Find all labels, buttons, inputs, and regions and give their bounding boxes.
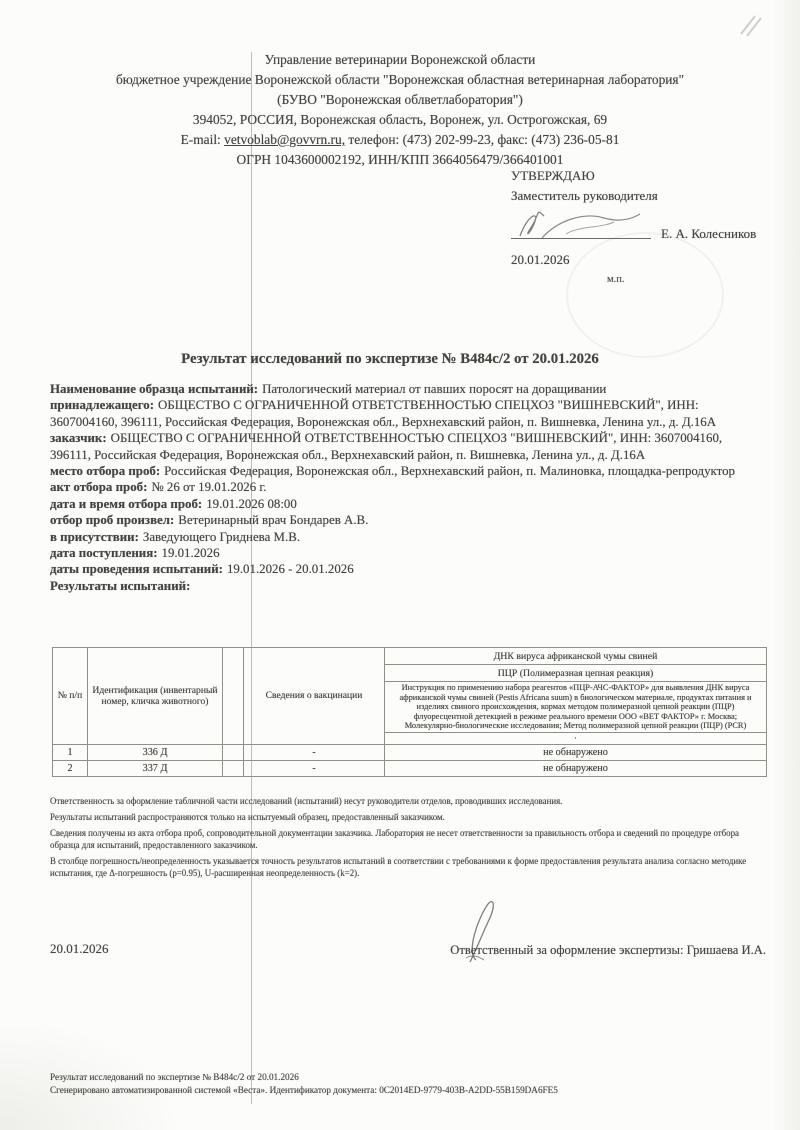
results-table <box>52 647 767 777</box>
note-responsibility: Ответственность за оформление табличной части исследований (испытаний) несут руководители отделов, проводивших исследования. <box>50 796 563 806</box>
page-title: Результат исследований по экспертизе № В484с/2 от 20.01.2026 <box>181 351 599 367</box>
disclaimer-notes <box>50 796 766 884</box>
detail-receipt-date: дата поступления: 19.01.2026 <box>50 546 220 561</box>
table-row <box>53 744 767 760</box>
col-header-vaccination: Сведения о вакцинации <box>244 648 385 745</box>
row-empty-cell <box>223 744 244 760</box>
row-result: не обнаружено <box>385 760 767 776</box>
detail-sampler: отбор проб произвел: Ветеринарный врач Бондарев А.В. <box>50 513 369 528</box>
detail-sampling-place: место отбора проб: Российская Федерация, Воронежская обл., Верхнехавский район, п. Малиновка, площадка-репродуктор <box>50 464 735 479</box>
organization-header <box>40 50 760 170</box>
approve-word: УТВЕРЖДАЮ <box>511 168 595 183</box>
note-sampling-info: Сведения получены из акта отбора проб, сопроводительной документации заказчика. Лаборатория не несет ответственности за правильность отбора и сведений по процедуре отбора образца для испытаний, предоставленного заказчиком. <box>50 828 739 850</box>
responsible-person-label: Ответственный за оформление экспертизы: Гришаева И.А. <box>450 943 766 957</box>
detail-sample-name: Наименование образца испытаний: Патологический материал от павших поросят на доращивании <box>50 382 607 396</box>
signoff-date: 20.01.2026 <box>50 941 109 956</box>
result-header-method-name: ПЦР (Полимеразная цепная реакция) <box>385 665 767 682</box>
col-header-empty <box>223 648 244 745</box>
footer-generated-by: Сгенерировано автоматизированной системой «Веста». Идентификатор документа: 0C2014ED-9779-403B-A2DD-55B159DA6FE5 <box>50 1085 558 1095</box>
org-address: 394052, РОССИЯ, Воронежская область, Воронеж, ул. Острогожская, 69 <box>192 112 608 127</box>
row-result: не обнаружено <box>385 744 767 760</box>
detail-customer: заказчик: ОБЩЕСТВО С ОГРАНИЧЕННОЙ ОТВЕТСТВЕННОСТЬЮ СПЕЦХОЗ "ВИШНЕВСКИЙ", ИНН: 3607004160, 396111, Российская Федерация, Воронежская обл., Верхнехавский район, п. Вишневка, Ленина ул., д. Д.16А <box>50 431 723 462</box>
col-header-number: № п/п <box>53 648 88 745</box>
table-row <box>53 760 767 776</box>
detail-witness: в присутствии: Заведующего Гриднева М.В. <box>50 529 301 544</box>
phone-fax: телефон: (473) 202-99-23, факс: (473) 236-05-81 <box>348 132 620 147</box>
detail-owner: принадлежащего: ОБЩЕСТВО С ОГРАНИЧЕННОЙ ОТВЕТСТВЕННОСТЬЮ СПЕЦХОЗ "ВИШНЕВСКИЙ", ИНН: 3607004160, 396111, Российская Федерация, Воронежская обл., Верхнехавский район, п. Вишневка, Ленина ул., д. Д.16А <box>50 398 717 429</box>
org-registration-numbers: ОГРН 1043600002192, ИНН/КПП 3664056479/366401001 <box>236 152 564 167</box>
detail-sampling-act: акт отбора проб: № 26 от 19.01.2026 г. <box>50 480 267 495</box>
detail-test-dates: даты проведения испытаний: 19.01.2026 - 20.01.2026 <box>50 562 354 577</box>
results-table-container <box>52 647 766 777</box>
row-vaccination: - <box>244 744 385 760</box>
results-section-label: Результаты испытаний: <box>50 578 191 593</box>
sample-details <box>50 381 752 594</box>
row-number: 2 <box>53 760 88 776</box>
org-name-line1: Управление ветеринарии Воронежской области <box>264 52 536 67</box>
signature-line <box>511 238 651 239</box>
row-empty-cell <box>223 760 244 776</box>
seal-placeholder: м.п. <box>607 274 625 285</box>
result-method-description: Инструкция по применению набора реагентов «ПЦР-АЧС-ФАКТОР» для выявления ДНК вируса африканской чумы свиней (Pestis Africana suum) в биологическом материале, продуктах питания и изделиях свиного происхождения, кормах методом полимеразной цепной реакции (ПЦР) флуоресцентной детекцией в режиме реального времени ООО «ВЕТ ФАКТОР» г. Москва; Молекулярно-биологические исследования; Метод полимеразной цепной реакции (ПЦР) (PCR) <box>385 682 767 733</box>
approver-position: Заместитель руководителя <box>511 188 658 203</box>
result-header-target: ДНК вируса африканской чумы свиней <box>385 648 767 665</box>
email-link: vetvoblab@govvrn.ru, <box>224 132 346 147</box>
approval-date: 20.01.2026 <box>511 252 570 267</box>
row-number: 1 <box>53 744 88 760</box>
org-contacts <box>40 130 760 150</box>
note-scope: Результаты испытаний распространяются только на испытуемый образец, предоставленный заказчиком. <box>50 812 445 823</box>
handwritten-corner-mark-icon <box>733 8 769 42</box>
row-vaccination: - <box>244 760 385 776</box>
note-uncertainty: В столбце погрешность/неопределенность указывается точность результатов испытаний в соответствии с требованиями к форме предоставления результата анализа согласно методике испытания, где Δ-погрешность (p=0.95), U-расширенная неопределенность (k=2). <box>50 856 747 878</box>
org-name-line3: (БУВО "Воронежская облветлаборатория") <box>277 92 523 107</box>
detail-sampling-datetime: дата и время отбора проб: 19.01.2026 08:00 <box>50 496 297 511</box>
col-header-identification: Идентификация (инвентарный номер, кличка животного) <box>88 648 223 745</box>
row-identification: 336 Д <box>88 744 223 760</box>
result-subheader-dot: · <box>385 732 767 744</box>
approval-block <box>511 166 766 270</box>
approver-signature-row <box>511 206 766 248</box>
approver-name: Е. А. Колесников <box>661 226 757 241</box>
org-name-line2: бюджетное учреждение Воронежской области "Воронежская областная ветеринарная лаборатория" <box>115 72 685 87</box>
footer-expertise-ref: Результат исследований по экспертизе № В484с/2 от 20.01.2026 <box>50 1072 299 1082</box>
email-label: E-mail: <box>180 132 221 147</box>
row-identification: 337 Д <box>88 760 223 776</box>
document-footer <box>50 1071 766 1097</box>
